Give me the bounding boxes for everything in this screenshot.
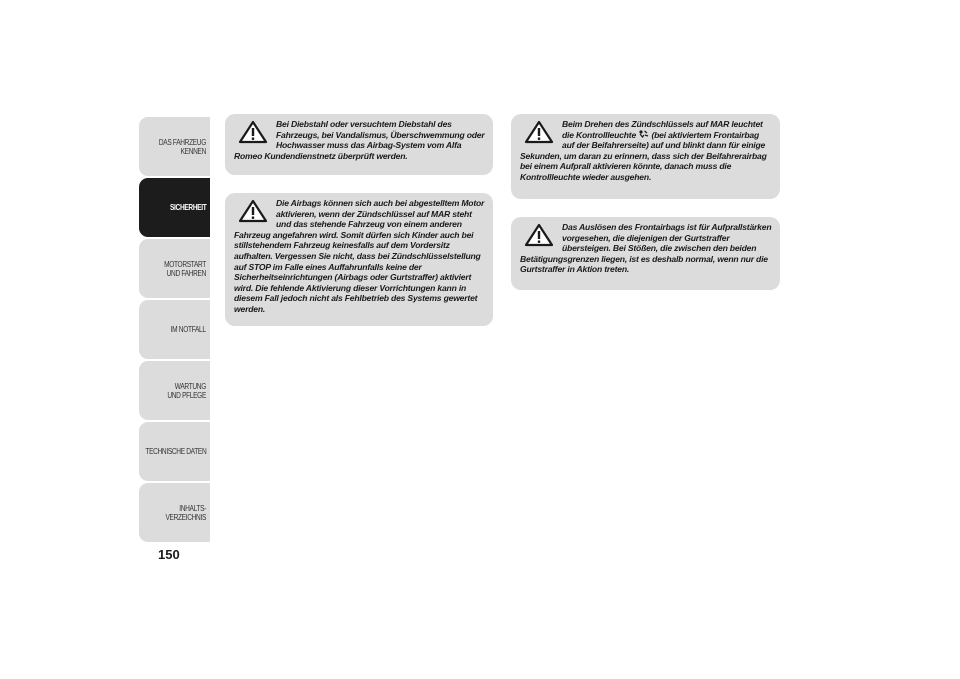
warning-box — [511, 114, 780, 199]
warning-text — [520, 119, 772, 183]
tab-label: INHALTS-VERZEICHNIS — [165, 503, 206, 522]
warning-triangle-icon — [524, 223, 554, 247]
tab-im-notfall[interactable] — [139, 300, 210, 359]
warning-box — [225, 114, 493, 175]
tab-inhaltsverzeichnis[interactable] — [139, 483, 210, 542]
tab-label: IM NOTFALL — [170, 325, 206, 334]
tab-label: DAS FAHRZEUG KENNEN — [158, 137, 206, 156]
warning-text: Das Auslösen des Frontairbags ist für Aufprallstärken vorgesehen, die diejenigen der Gurtstraffer übersteigen. Bei Stößen, die zwischen den beiden Betätigungsgrenzen liegen, ist es deshalb normal, wenn nur die Gurtstraffer in Aktion treten. — [520, 222, 772, 275]
passenger-airbag-icon — [638, 130, 649, 139]
tab-sicherheit[interactable] — [139, 178, 210, 237]
warning-text: Bei Diebstahl oder versuchtem Diebstahl des Fahrzeugs, bei Vandalismus, Überschwemmung oder Hochwasser muss das Airbag-System vom Alfa Romeo Kundendienstnetz überprüft werden. — [234, 119, 485, 161]
warning-box — [511, 217, 780, 290]
tab-technische-daten[interactable] — [139, 422, 210, 481]
tab-label: TECHNISCHE DATEN — [145, 447, 206, 456]
warning-box — [225, 193, 493, 326]
tab-das-fahrzeug-kennen[interactable] — [139, 117, 210, 176]
warning-text-part: Beim Drehen des Zündschlüssels auf MAR leuchtet die Kontrollleuchte — [562, 119, 763, 140]
tab-label: WARTUNG UND PFLEGE — [167, 381, 206, 400]
warning-text-part: (bei aktiviertem Frontairbag auf der Beifahrerseite) auf und blinkt dann für einige Sekunden, um daran zu erinnern, dass sich der Beifahrerairbag bei einem Aufprall aktivieren könnte, danach muss die Kontrollleuchte wieder ausgehen. — [520, 129, 767, 182]
tab-motorstart-und-fahren[interactable] — [139, 239, 210, 298]
warning-triangle-icon — [238, 199, 268, 223]
warning-text: Die Airbags können sich auch bei abgestelltem Motor aktivieren, wenn der Zündschlüssel auf MAR steht und das stehende Fahrzeug von einem anderen Fahrzeug angefahren wird. Somit dürfen sich Kinder auch bei stillstehendem Fahrzeug keinesfalls auf dem Vordersitz aufhalten. Vergessen Sie nicht, dass bei Zündschlüsselstellung auf STOP im Falle eines Auffahrunfalls keine der Sicherheitseinrichtungen (Airbags oder Gurtstraffer) aktiviert wird. Die fehlende Aktivierung dieser Vorrichtungen kann in diesem Fall jedoch nicht als Fehlbetrieb des Systems gewertet werden. — [234, 198, 485, 314]
tab-label: SICHERHEIT — [169, 203, 206, 212]
page-number: 150 — [158, 547, 180, 562]
tab-wartung-und-pflege[interactable] — [139, 361, 210, 420]
tab-label: MOTORSTART UND FAHREN — [164, 259, 206, 278]
warning-triangle-icon — [524, 120, 554, 144]
warning-triangle-icon — [238, 120, 268, 144]
